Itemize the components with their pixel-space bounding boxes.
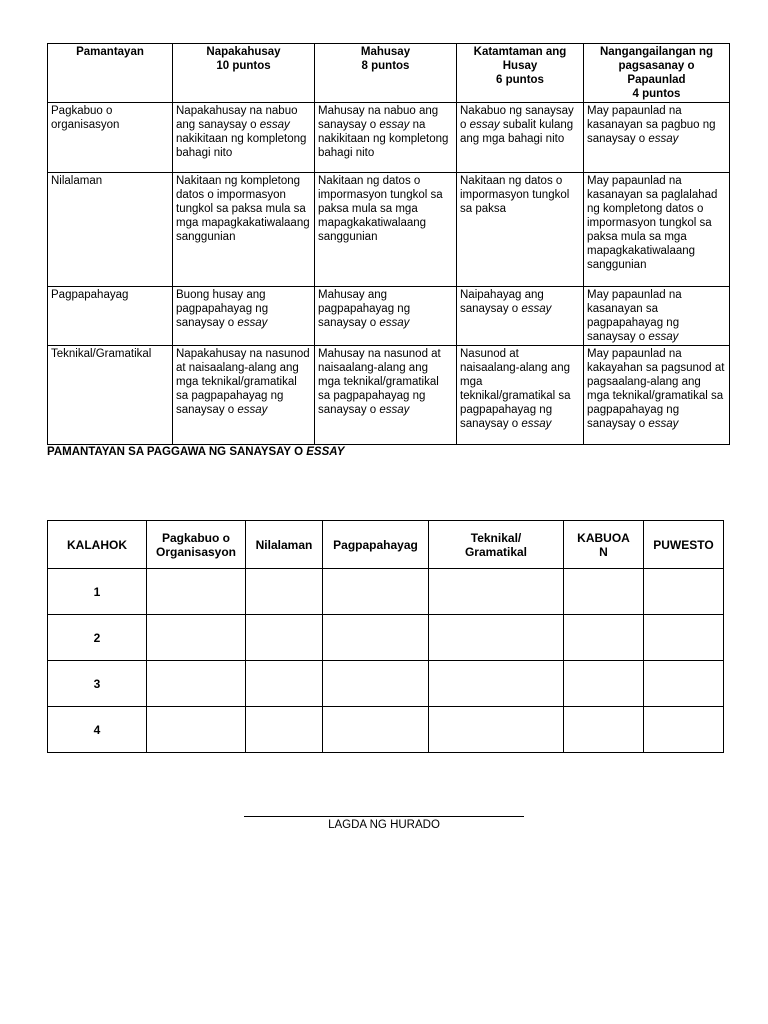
cell-italic: essay <box>521 303 552 315</box>
header-line: Pagkabuo o <box>161 530 230 545</box>
rubric-criterion: Pagpapahayag <box>48 287 173 346</box>
cell-italic: essay <box>237 404 268 416</box>
rubric-cell <box>315 346 457 445</box>
score-cell[interactable] <box>429 569 564 615</box>
cell-italic: essay <box>259 119 290 131</box>
score-cell[interactable] <box>323 615 429 661</box>
header-line: Papaunlad <box>627 74 686 86</box>
cell-text: Naipahayag ang sanaysay o <box>460 289 544 315</box>
cell-text: Mahusay na nasunod at naisaalang-alang ang mga teknikal/gramatikal sa pagpapahayag ng sanaysay o <box>318 348 441 416</box>
score-table <box>47 520 724 753</box>
cell-italic: essay <box>521 418 552 430</box>
header-line: KALAHOK <box>67 537 127 552</box>
rubric-cell <box>457 346 584 445</box>
header-line: Nilalaman <box>255 537 313 552</box>
header-line: Katamtaman ang <box>473 46 567 58</box>
score-header-pagpapahayag <box>323 521 429 569</box>
contestant-number: 3 <box>48 661 147 707</box>
rubric-cell <box>315 103 457 173</box>
header-line: Husay <box>502 60 538 72</box>
score-row <box>48 707 724 753</box>
rubric-cell <box>457 103 584 173</box>
header-line: Organisasyon <box>155 544 237 559</box>
score-cell[interactable] <box>429 707 564 753</box>
score-row <box>48 615 724 661</box>
cell-text: Mahusay na nabuo ang sanaysay o <box>318 105 439 131</box>
cell-text: May papaunlad na kasanayan sa pagpapahayag ng sanaysay o <box>587 289 682 343</box>
rubric-header-criteria <box>48 44 173 103</box>
rubric-cell <box>584 103 730 173</box>
rubric-caption <box>47 445 344 459</box>
header-line: 10 puntos <box>216 60 271 72</box>
rubric-cell <box>315 287 457 346</box>
score-cell[interactable] <box>147 569 246 615</box>
cell-text: Nakitaan ng kompletong datos o impormasyon tungkol sa paksa mula sa mga mapagkakatiwalaang sanggunian <box>176 175 310 243</box>
cell-text: Napakahusay na nasunod at naisaalang-alang ang mga teknikal/gramatikal sa pagpapahayag ng sanaysay o <box>176 348 310 416</box>
header-line: N <box>599 544 608 559</box>
cell-text: Buong husay ang pagpapahayag ng sanaysay o <box>176 289 269 329</box>
score-cell[interactable] <box>246 569 323 615</box>
signature-label: LAGDA NG HURADO <box>328 819 440 831</box>
header-line: 8 puntos <box>361 60 410 72</box>
rubric-cell <box>584 287 730 346</box>
header-line: Teknikal/ <box>470 530 522 545</box>
cell-text: Nakitaan ng datos o impormasyon tungkol sa paksa mula sa mga mapagkakatiwalaang sanggunian <box>318 175 443 243</box>
rubric-header-napakahusay <box>173 44 315 103</box>
rubric-cell <box>173 103 315 173</box>
score-cell[interactable] <box>644 569 724 615</box>
header-line: 4 puntos <box>632 88 681 100</box>
cell-text: na nakikitaan ng kompletong bahagi nito <box>318 119 449 159</box>
contestant-number: 4 <box>48 707 147 753</box>
rubric-table <box>47 43 730 445</box>
cell-text: Napakahusay na nabuo ang sanaysay o <box>176 105 298 131</box>
score-cell[interactable] <box>246 615 323 661</box>
rubric-cell <box>457 287 584 346</box>
cell-text: Nakabuo ng sanaysay o <box>460 105 574 131</box>
rubric-header-mahusay <box>315 44 457 103</box>
header-line: Mahusay <box>360 46 411 58</box>
rubric-row-teknikal <box>48 346 730 445</box>
contestant-number: 2 <box>48 615 147 661</box>
score-cell[interactable] <box>147 707 246 753</box>
rubric-row-pagpapahayag <box>48 287 730 346</box>
score-cell[interactable] <box>147 615 246 661</box>
score-cell[interactable] <box>323 707 429 753</box>
score-header-puwesto <box>644 521 724 569</box>
rubric-cell <box>173 346 315 445</box>
rubric-cell <box>584 346 730 445</box>
score-cell[interactable] <box>564 569 644 615</box>
rubric-header-row <box>48 44 730 103</box>
header-line: pagsasanay o <box>618 60 695 72</box>
rubric-cell <box>315 173 457 287</box>
score-header-organisasyon <box>147 521 246 569</box>
score-cell[interactable] <box>564 615 644 661</box>
score-cell[interactable] <box>323 661 429 707</box>
score-cell[interactable] <box>644 615 724 661</box>
score-cell[interactable] <box>644 661 724 707</box>
score-header-row <box>48 521 724 569</box>
header-line: 6 puntos <box>496 74 544 86</box>
cell-italic: essay <box>648 418 679 430</box>
cell-text: May papaunlad na kakayahan sa pagsunod at pagsaalang-alang ang mga teknikal/gramatikal sa pagpapahayag ng sanaysay o <box>587 348 725 430</box>
cell-text: nakikitaan ng kompletong bahagi nito <box>176 133 307 159</box>
header-line: Nangangailangan ng <box>599 46 714 58</box>
score-header-nilalaman <box>246 521 323 569</box>
header-line: Pagpapahayag <box>333 537 418 552</box>
rubric-cell <box>584 173 730 287</box>
score-cell[interactable] <box>644 707 724 753</box>
cell-italic: essay <box>379 119 410 131</box>
score-cell[interactable] <box>564 707 644 753</box>
header-line: Napakahusay <box>206 46 281 58</box>
rubric-row-organisasyon <box>48 103 730 173</box>
score-cell[interactable] <box>564 661 644 707</box>
cell-italic: essay <box>648 133 679 145</box>
cell-text: Nakitaan ng datos o impormasyon tungkol sa paksa <box>460 175 570 215</box>
cell-text: May papaunlad na kasanayan sa pagbuo ng sanaysay o <box>587 105 716 145</box>
rubric-criterion: Teknikal/Gramatikal <box>48 346 173 445</box>
score-cell[interactable] <box>246 707 323 753</box>
header-line: Pamantayan <box>76 46 144 58</box>
rubric-cell <box>173 173 315 287</box>
cell-italic: essay <box>469 119 500 131</box>
rubric-criterion: Pagkabuo o organisasyon <box>48 103 173 173</box>
score-row <box>48 661 724 707</box>
score-cell[interactable] <box>323 569 429 615</box>
rubric-row-nilalaman <box>48 173 730 287</box>
score-cell[interactable] <box>429 615 564 661</box>
header-line: PUWESTO <box>653 537 714 552</box>
score-cell[interactable] <box>147 661 246 707</box>
header-line: KABUOA <box>577 530 630 545</box>
score-cell[interactable] <box>429 661 564 707</box>
rubric-criterion: Nilalaman <box>48 173 173 287</box>
score-header-teknikal <box>429 521 564 569</box>
rubric-cell <box>457 173 584 287</box>
cell-italic: essay <box>379 317 410 329</box>
cell-italic: essay <box>379 404 410 416</box>
score-row <box>48 569 724 615</box>
cell-text: Mahusay ang pagpapahayag ng sanaysay o <box>318 289 411 329</box>
header-line: Gramatikal <box>464 544 528 559</box>
rubric-header-katamtaman <box>457 44 584 103</box>
score-cell[interactable] <box>246 661 323 707</box>
rubric-cell <box>173 287 315 346</box>
cell-italic: essay <box>237 317 268 329</box>
cell-text: subalit kulang ang mga bahagi nito <box>460 119 574 145</box>
caption-italic: ESSAY <box>306 446 345 458</box>
score-header-kalahok <box>48 521 147 569</box>
caption-text: PAMANTAYAN SA PAGGAWA NG SANAYSAY O <box>47 446 307 458</box>
signature-line[interactable] <box>244 804 524 817</box>
cell-text: May papaunlad na kasanayan sa paglalahad ng kompletong datos o impormasyon tungkol sa paksa mula sa mga mapagkakatiwalaang sanggunian <box>587 175 718 271</box>
cell-text: Nasunod at naisaalang-alang ang mga teknikal/gramatikal sa pagpapahayag ng sanaysay o <box>460 348 571 430</box>
score-header-kabuoan <box>564 521 644 569</box>
signature-block <box>244 804 524 832</box>
cell-italic: essay <box>648 331 679 343</box>
contestant-number: 1 <box>48 569 147 615</box>
rubric-header-nangangailangan <box>584 44 730 103</box>
